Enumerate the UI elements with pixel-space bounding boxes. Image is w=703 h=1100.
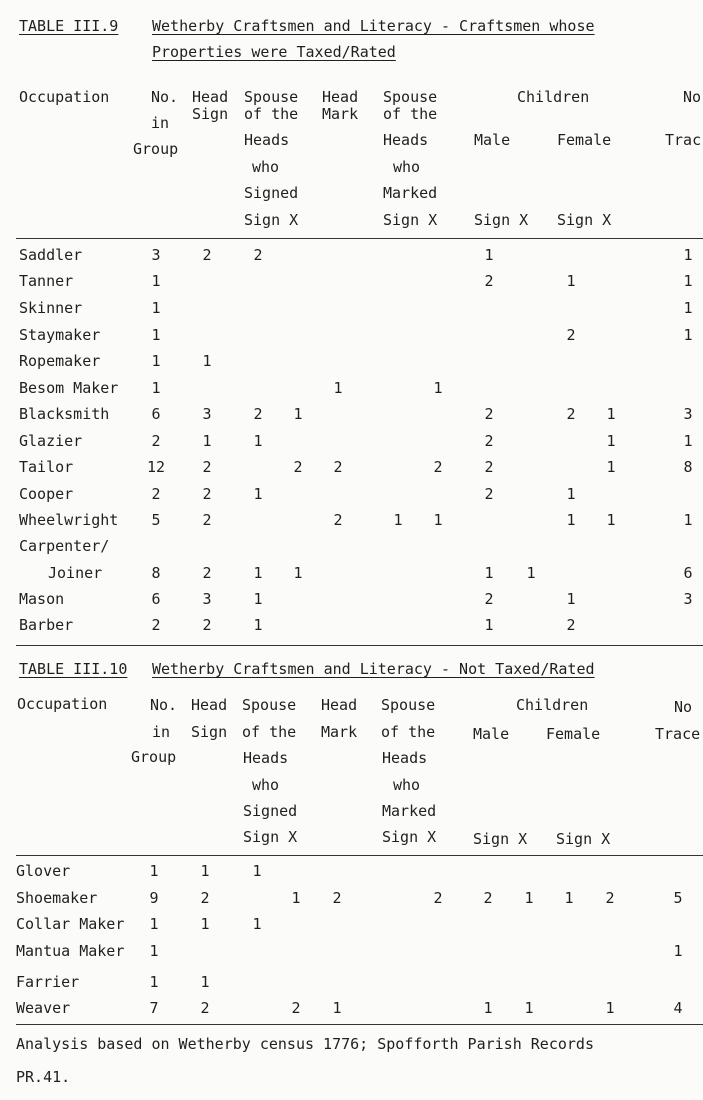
- cell-no-trace: 1: [683, 272, 693, 290]
- spouse-signed-header-3: Heads: [244, 131, 290, 149]
- cell-f-sign: 2: [566, 616, 576, 634]
- spouse-marked-header-2: of the: [383, 105, 438, 123]
- cell-spm-x: 2: [433, 889, 443, 907]
- cell-f-x: 1: [606, 458, 616, 476]
- cell-head-mark: 2: [333, 458, 343, 476]
- male-sign-header-2: Sign X: [473, 830, 528, 848]
- occupation-cell: Ropemaker: [19, 352, 101, 370]
- spouse-marked-header-2-1: Spouse: [381, 696, 436, 714]
- spouse-signed-header-2: of the: [244, 105, 299, 123]
- cell-head-mark: 2: [332, 889, 342, 907]
- children-header-2: Children: [516, 696, 589, 714]
- occupation-cell: Farrier: [16, 973, 80, 991]
- cell-head-sign: 2: [202, 616, 212, 634]
- cell-group: 2: [151, 616, 161, 634]
- male-header: Male: [474, 131, 511, 149]
- cell-sp-sign: 1: [253, 485, 263, 503]
- no-group-header-2: in: [151, 114, 170, 132]
- cell-no-trace: 3: [683, 590, 693, 608]
- occupation-cell: Besom Maker: [19, 379, 119, 397]
- female-header: Female: [557, 131, 612, 149]
- head-mark-header-2-2: Mark: [321, 723, 358, 741]
- cell-m-x: 1: [526, 564, 536, 582]
- occupation-cell: Mantua Maker: [16, 942, 125, 960]
- cell-m-x: 1: [524, 889, 534, 907]
- cell-head-sign: 2: [200, 889, 210, 907]
- cell-spm-sign: 1: [393, 511, 403, 529]
- cell-sp-sign: 1: [252, 862, 262, 880]
- table1-title-line2: Properties were Taxed/Rated: [152, 43, 396, 61]
- no-group-header-3: Group: [133, 140, 179, 158]
- cell-f-x: 1: [606, 405, 616, 423]
- cell-sp-sign: 1: [252, 915, 262, 933]
- occupation-cell: Tailor: [19, 458, 74, 476]
- occupation-header: Occupation: [19, 88, 110, 106]
- spouse-signed-header-2-1: Spouse: [242, 696, 297, 714]
- cell-no-trace: 1: [673, 942, 683, 960]
- cell-sp-x: 1: [293, 405, 303, 423]
- cell-f-x: 1: [606, 511, 616, 529]
- table1-title-line1: Wetherby Craftsmen and Literacy - Craftsmen whose: [152, 17, 595, 35]
- male-header-2: Male: [473, 725, 510, 743]
- no-group-header-1: No.: [151, 88, 179, 106]
- cell-group: 1: [149, 862, 159, 880]
- spouse-marked-header-6: Sign X: [383, 211, 438, 229]
- cell-sp-x: 1: [293, 564, 303, 582]
- cell-head-sign: 2: [200, 999, 210, 1017]
- female-header-2: Female: [546, 725, 601, 743]
- cell-sp-sign: 1: [253, 590, 263, 608]
- cell-head-sign: 2: [202, 246, 212, 264]
- cell-m-x: 1: [524, 999, 534, 1017]
- cell-group: 12: [146, 458, 166, 476]
- table2-header-rule: [16, 855, 703, 856]
- table1-code: TABLE III.9: [19, 17, 119, 35]
- spouse-signed-header-2-5: Signed: [243, 802, 298, 820]
- cell-head-sign: 1: [200, 973, 210, 991]
- cell-no-trace: 1: [683, 246, 693, 264]
- cell-no-trace: 8: [683, 458, 693, 476]
- cell-head-sign: 3: [202, 590, 212, 608]
- cell-group: 6: [151, 405, 161, 423]
- spouse-marked-header-3: Heads: [383, 131, 429, 149]
- occupation-cell: Staymaker: [19, 326, 101, 344]
- table2-bottom-rule: [16, 1024, 703, 1025]
- cell-f-sign: 2: [566, 405, 576, 423]
- cell-head-sign: 1: [200, 862, 210, 880]
- cell-group: 2: [151, 485, 161, 503]
- occupation-cell: Collar Maker: [16, 915, 125, 933]
- cell-f-x: 1: [606, 432, 616, 450]
- no-trace-header-1: No: [683, 88, 702, 106]
- cell-m-sign: 2: [484, 485, 494, 503]
- cell-f-sign: 1: [564, 889, 574, 907]
- cell-sp-sign: 1: [253, 432, 263, 450]
- cell-head-sign: 2: [202, 458, 212, 476]
- cell-m-sign: 2: [484, 458, 494, 476]
- cell-m-sign: 1: [483, 999, 493, 1017]
- cell-no-trace: 6: [683, 564, 693, 582]
- occupation-header-2: Occupation: [17, 695, 108, 713]
- spouse-marked-header-2-2: of the: [381, 723, 436, 741]
- occupation-cell: Shoemaker: [16, 889, 98, 907]
- cell-no-trace: 1: [683, 432, 693, 450]
- cell-head-sign: 1: [202, 432, 212, 450]
- spouse-marked-header-1: Spouse: [383, 88, 438, 106]
- cell-no-trace: 1: [683, 326, 693, 344]
- occupation-cell: Cooper: [19, 485, 74, 503]
- cell-group: 3: [151, 246, 161, 264]
- cell-group: 1: [151, 299, 161, 317]
- cell-group: 1: [151, 326, 161, 344]
- spouse-signed-header-2-3: Heads: [243, 749, 289, 767]
- cell-m-sign: 2: [484, 405, 494, 423]
- cell-head-sign: 2: [202, 511, 212, 529]
- cell-sp-x: 1: [291, 889, 301, 907]
- cell-m-sign: 1: [484, 564, 494, 582]
- head-mark-header-1: Head: [322, 88, 359, 106]
- cell-group: 5: [151, 511, 161, 529]
- cell-group: 2: [151, 432, 161, 450]
- spouse-signed-header-1: Spouse: [244, 88, 299, 106]
- occupation-cell: Barber: [19, 616, 74, 634]
- cell-no-trace: 1: [683, 511, 693, 529]
- no-group-header-2-2: in: [152, 723, 171, 741]
- spouse-marked-header-2-6: Sign X: [382, 828, 437, 846]
- spouse-marked-header-4: who: [393, 158, 421, 176]
- spouse-signed-header-4: who: [252, 158, 280, 176]
- occupation-cell: Joiner: [48, 564, 103, 582]
- female-sign-header-2: Sign X: [556, 830, 611, 848]
- spouse-signed-header-2-6: Sign X: [243, 828, 298, 846]
- occupation-cell: Blacksmith: [19, 405, 110, 423]
- occupation-cell: Glover: [16, 862, 71, 880]
- spouse-signed-header-5: Signed: [244, 184, 299, 202]
- table2-title: Wetherby Craftsmen and Literacy - Not Taxed/Rated: [152, 660, 595, 678]
- no-trace-header-2: Trac: [665, 131, 702, 149]
- footnote-line1: Analysis based on Wetherby census 1776; Spofforth Parish Records: [16, 1035, 594, 1053]
- footnote-line2: PR.41.: [16, 1068, 71, 1086]
- head-sign-header-2: Sign: [192, 105, 229, 123]
- cell-sp-sign: 1: [253, 564, 263, 582]
- no-group-header-2-1: No.: [150, 696, 178, 714]
- cell-m-sign: 1: [484, 246, 494, 264]
- spouse-signed-header-6: Sign X: [244, 211, 299, 229]
- occupation-cell: Weaver: [16, 999, 71, 1017]
- occupation-cell: Skinner: [19, 299, 83, 317]
- cell-no-trace: 5: [673, 889, 683, 907]
- cell-group: 8: [151, 564, 161, 582]
- cell-no-trace: 3: [683, 405, 693, 423]
- cell-group: 7: [149, 999, 159, 1017]
- head-sign-header-1: Head: [192, 88, 229, 106]
- table1-bottom-rule: [16, 645, 703, 646]
- cell-group: 1: [149, 973, 159, 991]
- occupation-cell: Mason: [19, 590, 65, 608]
- male-sign-header: Sign X: [474, 211, 529, 229]
- cell-f-x: 2: [605, 889, 615, 907]
- cell-head-mark: 1: [332, 999, 342, 1017]
- occupation-cell: Wheelwright: [19, 511, 119, 529]
- cell-head-sign: 1: [202, 352, 212, 370]
- cell-m-sign: 2: [484, 590, 494, 608]
- cell-head-sign: 2: [202, 485, 212, 503]
- no-group-header-2-3: Group: [131, 748, 177, 766]
- cell-f-sign: 2: [566, 326, 576, 344]
- spouse-marked-header-2-5: Marked: [382, 802, 437, 820]
- cell-head-sign: 1: [200, 915, 210, 933]
- cell-m-sign: 2: [484, 432, 494, 450]
- head-sign-header-2-1: Head: [191, 696, 228, 714]
- occupation-cell: Tanner: [19, 272, 74, 290]
- cell-m-sign: 2: [484, 272, 494, 290]
- spouse-marked-header-2-4: who: [393, 776, 421, 794]
- cell-f-sign: 1: [566, 590, 576, 608]
- cell-sp-x: 2: [291, 999, 301, 1017]
- cell-no-trace: 1: [683, 299, 693, 317]
- cell-f-sign: 1: [566, 485, 576, 503]
- cell-head-sign: 2: [202, 564, 212, 582]
- female-sign-header: Sign X: [557, 211, 612, 229]
- cell-m-sign: 2: [483, 889, 493, 907]
- cell-sp-sign: 2: [253, 246, 263, 264]
- no-trace-header-2-2: Trace: [655, 725, 701, 743]
- no-trace-header-2-1: No: [674, 698, 693, 716]
- head-sign-header-2-2: Sign: [191, 723, 228, 741]
- cell-group: 1: [149, 915, 159, 933]
- cell-sp-sign: 2: [253, 405, 263, 423]
- cell-head-mark: 1: [333, 379, 343, 397]
- cell-head-mark: 2: [333, 511, 343, 529]
- cell-f-sign: 1: [566, 272, 576, 290]
- spouse-signed-header-2-2: of the: [242, 723, 297, 741]
- cell-group: 9: [149, 889, 159, 907]
- children-header: Children: [517, 88, 590, 106]
- cell-spm-x: 1: [433, 511, 443, 529]
- cell-group: 1: [151, 272, 161, 290]
- cell-f-sign: 1: [566, 511, 576, 529]
- cell-m-sign: 1: [484, 616, 494, 634]
- head-mark-header-2-1: Head: [321, 696, 358, 714]
- cell-no-trace: 4: [673, 999, 683, 1017]
- cell-group: 1: [149, 942, 159, 960]
- cell-group: 6: [151, 590, 161, 608]
- cell-group: 1: [151, 352, 161, 370]
- occupation-cell: Saddler: [19, 246, 83, 264]
- spouse-marked-header-2-3: Heads: [382, 749, 428, 767]
- occupation-cell: Glazier: [19, 432, 83, 450]
- occupation-cell: Carpenter/: [19, 537, 110, 555]
- table1-header-rule: [16, 238, 703, 239]
- cell-sp-sign: 1: [253, 616, 263, 634]
- head-mark-header-2: Mark: [322, 105, 359, 123]
- table2-code: TABLE III.10: [19, 660, 128, 678]
- cell-spm-x: 2: [433, 458, 443, 476]
- cell-sp-x: 2: [293, 458, 303, 476]
- cell-f-x: 1: [605, 999, 615, 1017]
- cell-head-sign: 3: [202, 405, 212, 423]
- spouse-signed-header-2-4: who: [252, 776, 280, 794]
- cell-spm-x: 1: [433, 379, 443, 397]
- cell-group: 1: [151, 379, 161, 397]
- spouse-marked-header-5: Marked: [383, 184, 438, 202]
